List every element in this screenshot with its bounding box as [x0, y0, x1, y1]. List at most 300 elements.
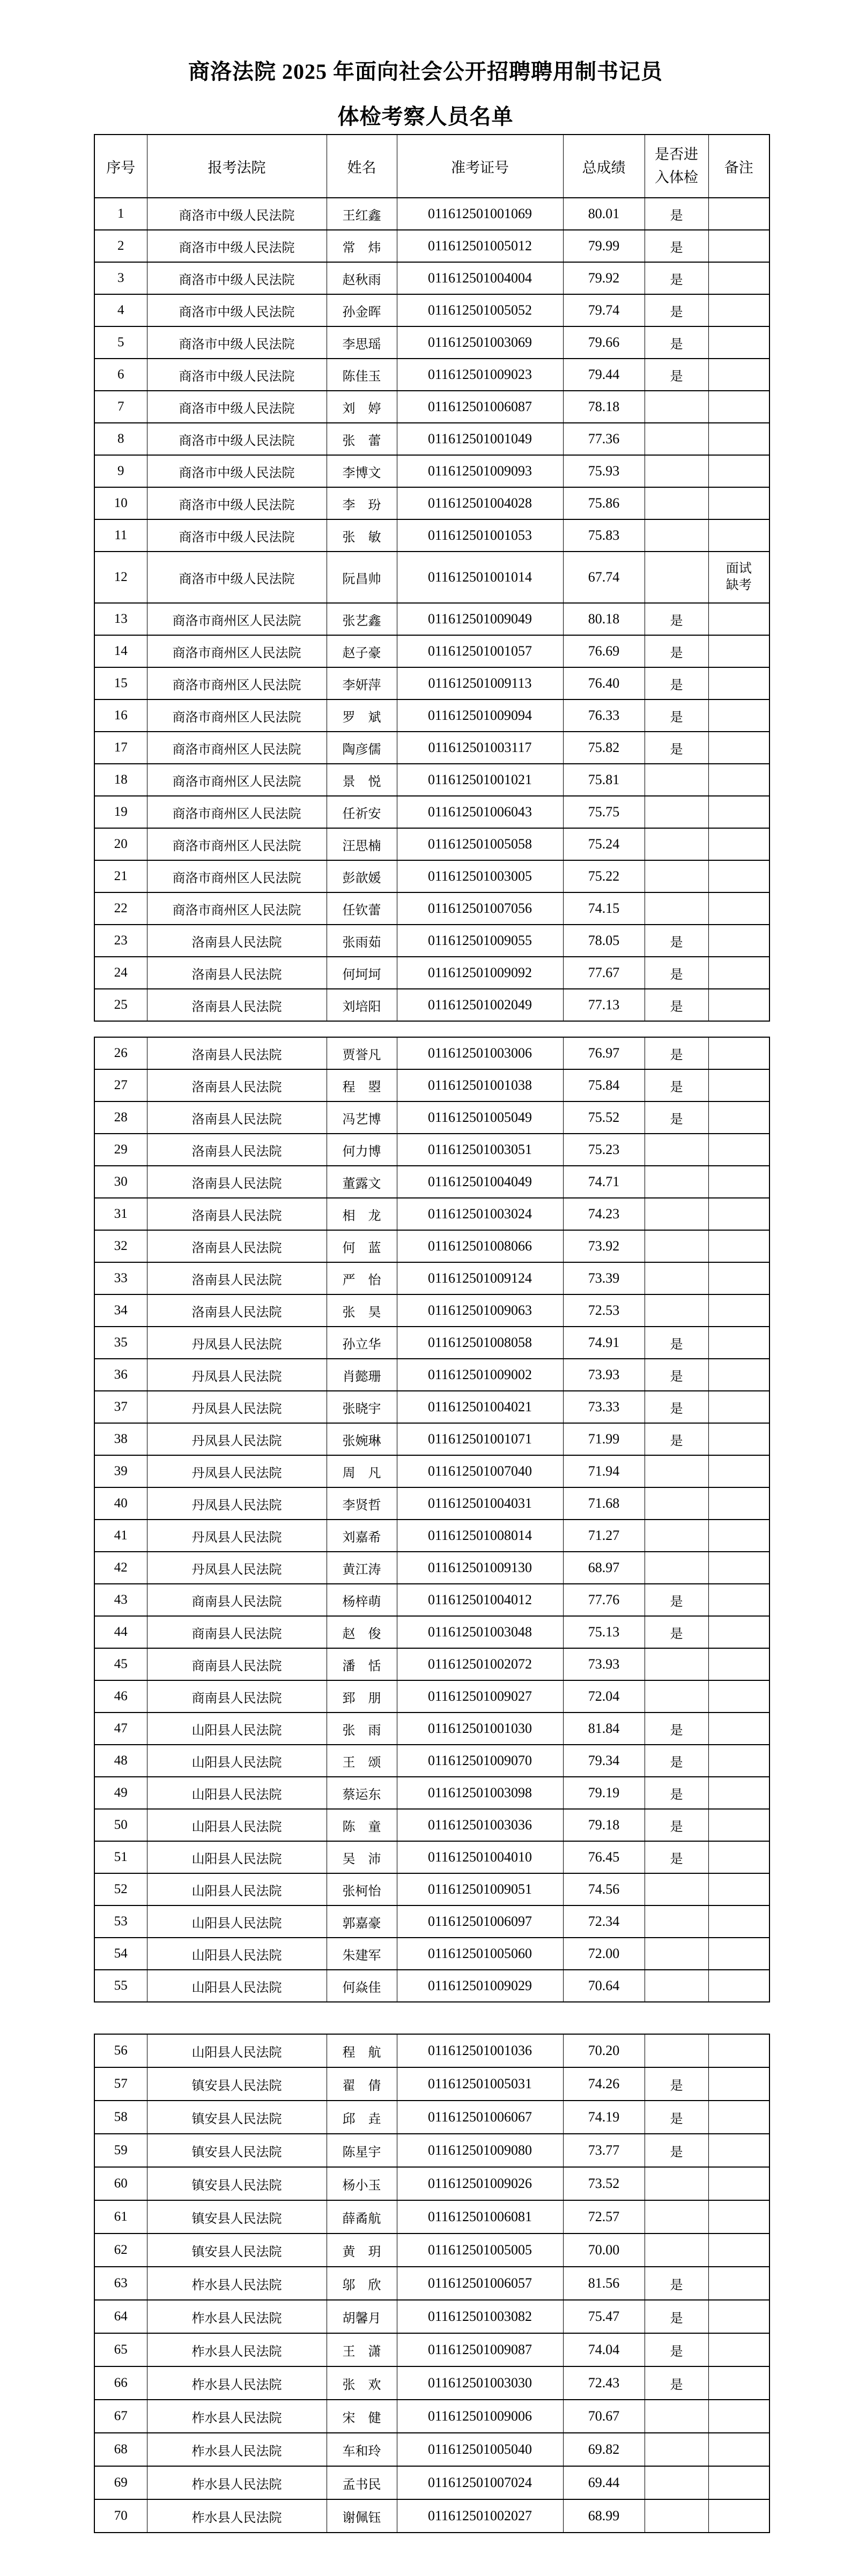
cell-no: 6	[94, 359, 147, 391]
cell-ticket: 011612501006081	[397, 2200, 563, 2233]
cell-no: 44	[94, 1616, 147, 1648]
cell-enter	[645, 552, 708, 603]
cell-enter	[645, 1520, 708, 1552]
cell-enter: 是	[645, 2300, 708, 2333]
cell-name: 黄江涛	[327, 1552, 397, 1584]
cell-enter: 是	[645, 2101, 708, 2134]
cell-enter	[645, 828, 708, 860]
cell-enter	[645, 1262, 708, 1294]
cell-name: 张 蕾	[327, 423, 397, 455]
cell-ticket: 011612501003117	[397, 732, 563, 764]
table-row	[94, 796, 769, 828]
cell-ticket: 011612501004012	[397, 1584, 563, 1616]
cell-ticket: 011612501009055	[397, 925, 563, 957]
cell-court: 丹凤县人民法院	[147, 1327, 327, 1359]
cell-no: 67	[94, 2400, 147, 2433]
cell-remark	[708, 1970, 769, 2002]
cell-court: 洛南县人民法院	[147, 1037, 327, 1069]
table-row	[94, 1873, 769, 1905]
cell-name: 李贤哲	[327, 1487, 397, 1520]
roster-table-page-2	[94, 1037, 770, 2002]
cell-ticket: 011612501003098	[397, 1777, 563, 1809]
table-row	[94, 2333, 769, 2366]
cell-ticket: 011612501003051	[397, 1134, 563, 1166]
cell-no: 50	[94, 1809, 147, 1841]
cell-no: 36	[94, 1359, 147, 1391]
cell-enter: 是	[645, 1713, 708, 1745]
cell-score: 75.22	[563, 860, 645, 892]
cell-score: 79.19	[563, 1777, 645, 1809]
table-row	[94, 2067, 769, 2101]
cell-no: 49	[94, 1777, 147, 1809]
table-row	[94, 294, 769, 326]
cell-remark	[708, 1777, 769, 1809]
cell-no: 64	[94, 2300, 147, 2333]
cell-name: 赵子豪	[327, 635, 397, 667]
cell-no: 59	[94, 2134, 147, 2167]
cell-court: 山阳县人民法院	[147, 1938, 327, 1970]
cell-no: 4	[94, 294, 147, 326]
table-row	[94, 1166, 769, 1198]
cell-court: 山阳县人民法院	[147, 1873, 327, 1905]
cell-score: 74.91	[563, 1327, 645, 1359]
cell-ticket: 011612501008014	[397, 1520, 563, 1552]
cell-ticket: 011612501003005	[397, 860, 563, 892]
cell-name: 刘嘉希	[327, 1520, 397, 1552]
cell-score: 79.44	[563, 359, 645, 391]
table-row	[94, 1584, 769, 1616]
cell-enter: 是	[645, 1037, 708, 1069]
cell-name: 刘 婷	[327, 391, 397, 423]
header-court: 报考法院	[147, 135, 327, 198]
cell-enter	[645, 1198, 708, 1230]
cell-name: 张柯怡	[327, 1873, 397, 1905]
cell-name: 何力博	[327, 1134, 397, 1166]
cell-remark	[708, 2333, 769, 2366]
cell-ticket: 011612501003048	[397, 1616, 563, 1648]
cell-ticket: 011612501005052	[397, 294, 563, 326]
cell-remark	[708, 326, 769, 359]
cell-ticket: 011612501005060	[397, 1938, 563, 1970]
cell-no: 11	[94, 519, 147, 552]
cell-court: 洛南县人民法院	[147, 1230, 327, 1262]
cell-court: 商洛市商州区人民法院	[147, 699, 327, 732]
cell-ticket: 011612501004004	[397, 262, 563, 294]
cell-court: 镇安县人民法院	[147, 2167, 327, 2200]
cell-court: 柞水县人民法院	[147, 2466, 327, 2499]
cell-name: 邱 垚	[327, 2101, 397, 2134]
cell-court: 镇安县人民法院	[147, 2101, 327, 2134]
cell-enter	[645, 1905, 708, 1938]
cell-court: 山阳县人民法院	[147, 1841, 327, 1873]
cell-court: 商洛市中级人民法院	[147, 262, 327, 294]
cell-court: 山阳县人民法院	[147, 1777, 327, 1809]
cell-ticket: 011612501001014	[397, 552, 563, 603]
cell-enter	[645, 2466, 708, 2499]
cell-no: 37	[94, 1391, 147, 1423]
cell-enter	[645, 1134, 708, 1166]
cell-court: 镇安县人民法院	[147, 2233, 327, 2267]
cell-remark	[708, 2134, 769, 2167]
cell-no: 28	[94, 1101, 147, 1134]
cell-remark	[708, 1745, 769, 1777]
cell-no: 61	[94, 2200, 147, 2233]
table-row	[94, 1520, 769, 1552]
cell-no: 62	[94, 2233, 147, 2267]
table-row	[94, 1134, 769, 1166]
cell-no: 25	[94, 989, 147, 1021]
cell-score: 69.44	[563, 2466, 645, 2499]
cell-score: 70.00	[563, 2233, 645, 2267]
cell-court: 镇安县人民法院	[147, 2134, 327, 2167]
cell-no: 7	[94, 391, 147, 423]
table-row	[94, 1101, 769, 1134]
cell-enter	[645, 1552, 708, 1584]
cell-no: 2	[94, 230, 147, 262]
cell-enter: 是	[645, 1841, 708, 1873]
cell-court: 山阳县人民法院	[147, 1905, 327, 1938]
table-row	[94, 487, 769, 519]
cell-name: 冯艺博	[327, 1101, 397, 1134]
cell-name: 贾誉凡	[327, 1037, 397, 1069]
cell-court: 商洛市商州区人民法院	[147, 603, 327, 635]
cell-score: 73.93	[563, 1359, 645, 1391]
table-row	[94, 198, 769, 230]
cell-ticket: 011612501008058	[397, 1327, 563, 1359]
cell-remark	[708, 2034, 769, 2067]
cell-court: 镇安县人民法院	[147, 2067, 327, 2101]
cell-no: 34	[94, 1294, 147, 1327]
header-enter-exam-text: 是否进入体检	[655, 146, 698, 185]
cell-enter: 是	[645, 699, 708, 732]
cell-no: 68	[94, 2433, 147, 2466]
cell-name: 王 潇	[327, 2333, 397, 2366]
cell-remark	[708, 1841, 769, 1873]
cell-enter: 是	[645, 2267, 708, 2300]
cell-court: 商洛市中级人民法院	[147, 391, 327, 423]
cell-score: 81.56	[563, 2267, 645, 2300]
cell-score: 70.67	[563, 2400, 645, 2433]
cell-court: 丹凤县人民法院	[147, 1359, 327, 1391]
cell-name: 谢佩钰	[327, 2499, 397, 2533]
cell-name: 何焱佳	[327, 1970, 397, 2002]
cell-no: 9	[94, 455, 147, 487]
cell-no: 1	[94, 198, 147, 230]
cell-name: 潘 恬	[327, 1648, 397, 1680]
table-row	[94, 1327, 769, 1359]
cell-enter: 是	[645, 230, 708, 262]
cell-score: 72.57	[563, 2200, 645, 2233]
cell-enter: 是	[645, 1391, 708, 1423]
cell-name: 刘培阳	[327, 989, 397, 1021]
cell-remark	[708, 796, 769, 828]
cell-remark	[708, 423, 769, 455]
cell-remark	[708, 1520, 769, 1552]
cell-no: 18	[94, 764, 147, 796]
cell-remark	[708, 391, 769, 423]
cell-name: 吴 沛	[327, 1841, 397, 1873]
cell-ticket: 011612501006067	[397, 2101, 563, 2134]
cell-remark	[708, 1262, 769, 1294]
cell-remark	[708, 294, 769, 326]
cell-ticket: 011612501004049	[397, 1166, 563, 1198]
table-row	[94, 635, 769, 667]
cell-score: 80.01	[563, 198, 645, 230]
cell-enter: 是	[645, 1069, 708, 1101]
cell-score: 75.24	[563, 828, 645, 860]
cell-no: 69	[94, 2466, 147, 2499]
cell-score: 73.93	[563, 1648, 645, 1680]
cell-ticket: 011612501001053	[397, 519, 563, 552]
cell-remark	[708, 2167, 769, 2200]
table-row	[94, 764, 769, 796]
table-row	[94, 1648, 769, 1680]
table-row	[94, 1938, 769, 1970]
cell-ticket: 011612501009023	[397, 359, 563, 391]
cell-no: 45	[94, 1648, 147, 1680]
cell-ticket: 011612501001049	[397, 423, 563, 455]
cell-enter: 是	[645, 1777, 708, 1809]
cell-no: 8	[94, 423, 147, 455]
cell-enter	[645, 2167, 708, 2200]
cell-enter	[645, 487, 708, 519]
cell-ticket: 011612501009006	[397, 2400, 563, 2433]
cell-score: 75.81	[563, 764, 645, 796]
cell-name: 杨小玉	[327, 2167, 397, 2200]
table-row	[94, 1198, 769, 1230]
cell-score: 72.43	[563, 2366, 645, 2400]
table-row	[94, 359, 769, 391]
cell-name: 黄 玥	[327, 2233, 397, 2267]
cell-court: 洛南县人民法院	[147, 957, 327, 989]
cell-no: 53	[94, 1905, 147, 1938]
cell-enter: 是	[645, 2067, 708, 2101]
cell-court: 洛南县人民法院	[147, 925, 327, 957]
cell-ticket: 011612501009092	[397, 957, 563, 989]
cell-no: 48	[94, 1745, 147, 1777]
cell-name: 薛矞航	[327, 2200, 397, 2233]
cell-score: 71.68	[563, 1487, 645, 1520]
table-row	[94, 1809, 769, 1841]
cell-ticket: 011612501004028	[397, 487, 563, 519]
cell-enter: 是	[645, 262, 708, 294]
cell-court: 商洛市商州区人民法院	[147, 828, 327, 860]
cell-court: 柞水县人民法院	[147, 2400, 327, 2433]
cell-no: 22	[94, 892, 147, 925]
cell-enter	[645, 391, 708, 423]
cell-no: 43	[94, 1584, 147, 1616]
cell-score: 76.97	[563, 1037, 645, 1069]
cell-ticket: 011612501005012	[397, 230, 563, 262]
cell-enter: 是	[645, 732, 708, 764]
cell-enter: 是	[645, 989, 708, 1021]
cell-enter: 是	[645, 603, 708, 635]
cell-remark	[708, 2101, 769, 2134]
table-row	[94, 1423, 769, 1455]
cell-no: 52	[94, 1873, 147, 1905]
cell-remark	[708, 2499, 769, 2533]
cell-court: 商南县人民法院	[147, 1648, 327, 1680]
roster-table-page-1	[94, 134, 770, 1022]
cell-no: 40	[94, 1487, 147, 1520]
cell-remark	[708, 2300, 769, 2333]
cell-remark	[708, 1069, 769, 1101]
cell-remark	[708, 1359, 769, 1391]
cell-score: 72.53	[563, 1294, 645, 1327]
cell-remark	[708, 1230, 769, 1262]
cell-no: 16	[94, 699, 147, 732]
cell-enter	[645, 1938, 708, 1970]
cell-remark	[708, 1487, 769, 1520]
cell-ticket: 011612501009063	[397, 1294, 563, 1327]
cell-court: 山阳县人民法院	[147, 1809, 327, 1841]
table-row	[94, 391, 769, 423]
cell-remark	[708, 925, 769, 957]
cell-court: 商洛市商州区人民法院	[147, 892, 327, 925]
cell-ticket: 011612501005005	[397, 2233, 563, 2267]
cell-score: 73.39	[563, 1262, 645, 1294]
cell-score: 79.92	[563, 262, 645, 294]
cell-no: 21	[94, 860, 147, 892]
cell-ticket: 011612501009026	[397, 2167, 563, 2200]
cell-court: 山阳县人民法院	[147, 1713, 327, 1745]
table-row	[94, 2267, 769, 2300]
cell-name: 胡馨月	[327, 2300, 397, 2333]
cell-ticket: 011612501005040	[397, 2433, 563, 2466]
cell-name: 相 龙	[327, 1198, 397, 1230]
cell-ticket: 011612501002072	[397, 1648, 563, 1680]
table-row	[94, 455, 769, 487]
cell-no: 55	[94, 1970, 147, 2002]
cell-name: 邬 欣	[327, 2267, 397, 2300]
cell-enter: 是	[645, 1359, 708, 1391]
table-row	[94, 2134, 769, 2167]
cell-score: 77.36	[563, 423, 645, 455]
cell-ticket: 011612501005049	[397, 1101, 563, 1134]
cell-ticket: 011612501003030	[397, 2366, 563, 2400]
cell-score: 75.82	[563, 732, 645, 764]
cell-remark	[708, 860, 769, 892]
cell-no: 31	[94, 1198, 147, 1230]
cell-enter: 是	[645, 2333, 708, 2366]
cell-no: 24	[94, 957, 147, 989]
table-row	[94, 1037, 769, 1069]
table-row	[94, 828, 769, 860]
cell-score: 75.23	[563, 1134, 645, 1166]
table-row	[94, 2433, 769, 2466]
cell-remark	[708, 359, 769, 391]
cell-score: 74.26	[563, 2067, 645, 2101]
table-row	[94, 732, 769, 764]
cell-score: 72.34	[563, 1905, 645, 1938]
header-enter-exam	[645, 135, 708, 198]
table-row	[94, 925, 769, 957]
cell-enter: 是	[645, 1809, 708, 1841]
cell-name: 翟 倩	[327, 2067, 397, 2101]
cell-score: 75.84	[563, 1069, 645, 1101]
cell-enter: 是	[645, 326, 708, 359]
cell-no: 39	[94, 1455, 147, 1487]
header-remark: 备注	[708, 135, 769, 198]
cell-court: 柞水县人民法院	[147, 2333, 327, 2366]
cell-name: 董露文	[327, 1166, 397, 1198]
cell-score: 81.84	[563, 1713, 645, 1745]
cell-court: 洛南县人民法院	[147, 989, 327, 1021]
cell-court: 柞水县人民法院	[147, 2433, 327, 2466]
cell-enter: 是	[645, 359, 708, 391]
cell-remark	[708, 1713, 769, 1745]
cell-court: 洛南县人民法院	[147, 1134, 327, 1166]
table-row	[94, 552, 769, 603]
cell-name: 汪思楠	[327, 828, 397, 860]
cell-name: 何 蓝	[327, 1230, 397, 1262]
header-row	[94, 135, 769, 198]
table-row	[94, 603, 769, 635]
cell-ticket: 011612501009029	[397, 1970, 563, 2002]
table-row	[94, 2466, 769, 2499]
cell-no: 15	[94, 667, 147, 699]
cell-name: 罗 斌	[327, 699, 397, 732]
cell-no: 41	[94, 1520, 147, 1552]
cell-court: 商洛市商州区人民法院	[147, 732, 327, 764]
cell-name: 郅 朋	[327, 1680, 397, 1713]
cell-court: 洛南县人民法院	[147, 1262, 327, 1294]
cell-court: 商洛市中级人民法院	[147, 294, 327, 326]
cell-name: 赵秋雨	[327, 262, 397, 294]
table-row	[94, 1745, 769, 1777]
cell-court: 商洛市商州区人民法院	[147, 860, 327, 892]
cell-enter: 是	[645, 294, 708, 326]
cell-name: 陈 童	[327, 1809, 397, 1841]
cell-no: 56	[94, 2034, 147, 2067]
cell-enter	[645, 1294, 708, 1327]
table-row	[94, 1552, 769, 1584]
cell-score: 78.05	[563, 925, 645, 957]
cell-ticket: 011612501009080	[397, 2134, 563, 2167]
table-row	[94, 1713, 769, 1745]
cell-score: 67.74	[563, 552, 645, 603]
cell-ticket: 011612501004031	[397, 1487, 563, 1520]
table-row	[94, 262, 769, 294]
cell-score: 77.67	[563, 957, 645, 989]
cell-court: 商洛市中级人民法院	[147, 198, 327, 230]
cell-enter	[645, 2433, 708, 2466]
cell-name: 王 颂	[327, 1745, 397, 1777]
table-row	[94, 860, 769, 892]
table-row	[94, 2200, 769, 2233]
cell-no: 46	[94, 1680, 147, 1713]
cell-score: 79.99	[563, 230, 645, 262]
cell-score: 74.71	[563, 1166, 645, 1198]
cell-enter	[645, 892, 708, 925]
cell-remark	[708, 764, 769, 796]
cell-no: 10	[94, 487, 147, 519]
cell-score: 76.69	[563, 635, 645, 667]
cell-name: 张 敏	[327, 519, 397, 552]
cell-score: 74.19	[563, 2101, 645, 2134]
cell-remark	[708, 699, 769, 732]
cell-no: 5	[94, 326, 147, 359]
cell-remark	[708, 455, 769, 487]
cell-court: 柞水县人民法院	[147, 2366, 327, 2400]
cell-ticket: 011612501002027	[397, 2499, 563, 2533]
cell-no: 26	[94, 1037, 147, 1069]
cell-remark	[708, 487, 769, 519]
cell-enter	[645, 1873, 708, 1905]
cell-court: 柞水县人民法院	[147, 2499, 327, 2533]
roster-table-page-3	[94, 2034, 770, 2533]
cell-remark	[708, 2466, 769, 2499]
